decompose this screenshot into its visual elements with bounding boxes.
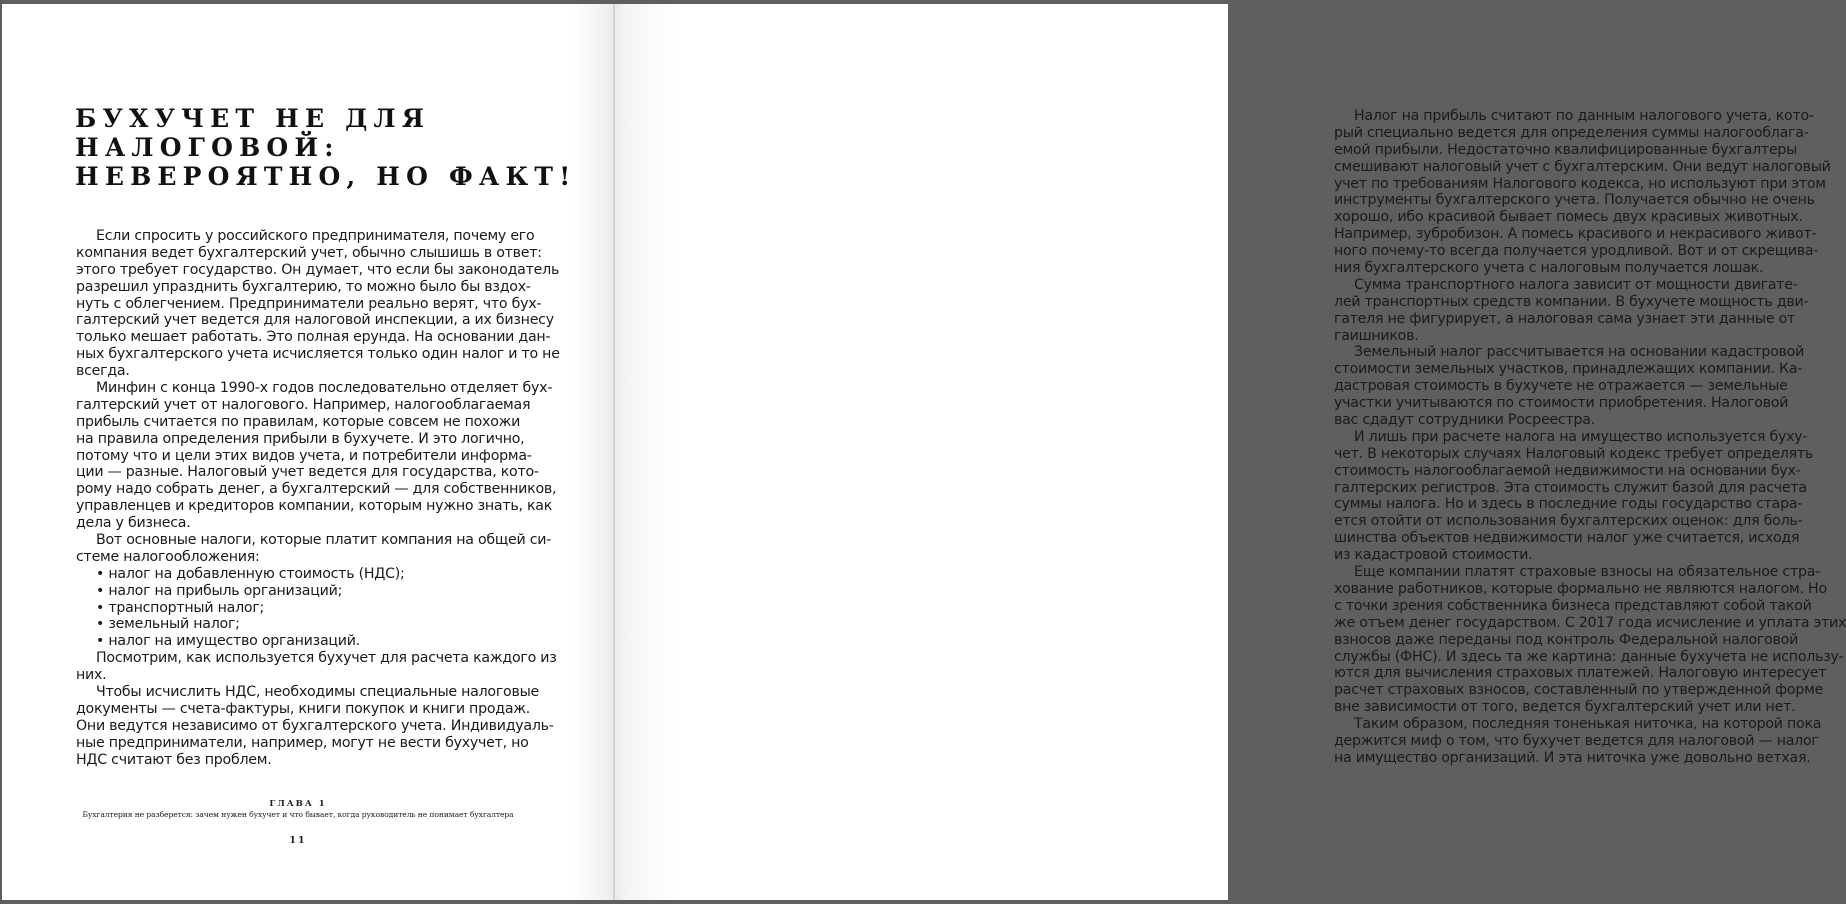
text-line: держится миф о том, что бухучет ведется для налоговой — налог <box>1334 732 1819 749</box>
text-line: стоимости земельных участков, принадлежащих компании. Ка- <box>1334 361 1803 378</box>
paragraph <box>1334 716 1822 767</box>
text-line: ния бухгалтерского учета с налоговым получается лошак. <box>1334 260 1764 277</box>
text-line: суммы налога. Но и здесь в последние годы государство стара- <box>1334 496 1803 513</box>
chapter-title-line: БУХУЧЕТ НЕ ДЛЯ <box>75 104 431 133</box>
text-line: емой прибыли. Недостаточно квалифицированные бухгалтеры <box>1334 141 1798 158</box>
text-line: расчет страховых взносов, составленный по утвержденной форме <box>1334 682 1824 699</box>
text-line: компания ведет бухгалтерский учет, обычно слышишь в ответ: <box>76 244 542 261</box>
text-line: смешивают налоговый учет с бухгалтерским. Они ведут налоговый <box>1334 158 1831 175</box>
chapter-title-line: НЕВЕРОЯТНО, НО ФАКТ! <box>75 162 577 191</box>
text-line: галтерский учет ведется для налоговой инспекции, а их бизнесу <box>76 312 554 329</box>
text-line: вас сдадут сотрудники Росреестра. <box>1334 412 1595 429</box>
text-line: дастровая стоимость в бухучете не отражается — земельные <box>1334 378 1788 395</box>
bullet-item: • транспортный налог; <box>96 599 265 616</box>
text-line: ется отойти от использования бухгалтерских оценок: для боль- <box>1334 513 1803 530</box>
text-line: Налог на прибыль считают по данным налогового учета, кото- <box>1354 108 1814 124</box>
text-line: этого требует государство. Он думает, что если бы законодатель <box>76 261 560 278</box>
text-line: чет. В некоторых случаях Налоговый кодекс требует определять <box>1334 445 1814 462</box>
text-line: дела у бизнеса. <box>76 515 191 532</box>
text-line: НДС считают без проблем. <box>76 751 272 768</box>
text-line: Например, зубробизон. А помесь красивого и некрасивого живот- <box>1334 226 1817 243</box>
right-page-body-text <box>1334 108 1846 767</box>
text-line: с точки зрения собственника бизнеса представляют собой такой <box>1334 597 1812 614</box>
paragraph <box>1334 276 1809 345</box>
text-line: гателя не фигурирует, а налоговая сама узнает эти данные от <box>1334 310 1796 327</box>
text-line: гаишников. <box>1334 327 1419 344</box>
right-page <box>614 4 1846 900</box>
text-line: учет по требованиям Налогового кодекса, но используют при этом <box>1334 175 1826 192</box>
left-page <box>2 4 614 900</box>
paragraph <box>1334 344 1805 429</box>
bullet-item: • налог на прибыль организаций; <box>96 582 343 599</box>
text-line: рый специально ведется для определения суммы налогооблага- <box>1334 124 1809 141</box>
text-line: рому надо собрать денег, а бухгалтерский — для собственников, <box>76 481 557 498</box>
text-line: инструменты бухгалтерского учета. Получается обычно не очень <box>1334 192 1815 209</box>
text-line: взносов даже переданы под контроль Федеральной налоговой <box>1334 631 1799 648</box>
text-line: на имущество организаций. И эта ниточка уже довольно ветхая. <box>1334 749 1811 766</box>
text-line: разрешил упразднить бухгалтерию, то можно было бы вздох- <box>76 278 531 295</box>
paragraph <box>76 532 552 566</box>
left-page-body-text <box>76 228 560 769</box>
bullet-item: • налог на имущество организаций. <box>96 633 360 650</box>
paragraph <box>76 380 557 532</box>
text-line: Вот основные налоги, которые платит компания на общей си- <box>96 532 552 549</box>
paragraph <box>1334 428 1814 564</box>
text-line: них. <box>76 667 107 684</box>
book-spread <box>2 4 1846 900</box>
text-line: Чтобы исчислить НДС, необходимы специальные налоговые <box>96 684 540 701</box>
text-line: службы (ФНС). И здесь та же картина: данные бухучета не использу- <box>1334 648 1844 665</box>
text-line: Минфин с конца 1990-х годов последовательно отделяет бух- <box>96 380 553 397</box>
text-line: на правила определения прибыли в бухучете. И это логично, <box>76 430 525 447</box>
chapter-title <box>75 104 576 191</box>
text-line: Они ведутся независимо от бухгалтерского учета. Индивидуаль- <box>76 717 554 734</box>
text-line: стеме налогообложения: <box>76 548 260 565</box>
text-line: потому что и цели этих видов учета, и потребители информа- <box>76 447 532 464</box>
text-line: шинства объектов недвижимости налог уже считается, исходя <box>1334 530 1800 547</box>
paragraph <box>76 650 557 684</box>
paragraph <box>76 228 560 380</box>
paragraph <box>76 684 554 768</box>
text-line: галтерский учет от налогового. Например, налогооблагаемая <box>76 396 531 413</box>
text-line: ные предприниматели, например, могут не вести бухучет, но <box>76 734 529 751</box>
text-line: Таким образом, последняя тоненькая ниточка, на которой пока <box>1354 716 1822 733</box>
text-line: Сумма транспортного налога зависит от мощности двигате- <box>1354 276 1798 293</box>
text-line: хование работников, которые формально не являются налогом. Но <box>1334 580 1827 597</box>
paragraph <box>1334 108 1831 277</box>
text-line: хорошо, ибо красивой бывает помесь двух красивых животных. <box>1334 209 1803 226</box>
paragraph <box>1334 564 1846 716</box>
bullet-item: • налог на добавленную стоимость (НДС); <box>96 565 405 582</box>
text-line: ного почему-то всегда получается уродливой. Вот и от скрещива- <box>1334 243 1819 260</box>
text-line: лей транспортных средств компании. В бухучете мощность дви- <box>1334 293 1809 310</box>
text-line: Если спросить у российского предпринимателя, почему его <box>96 228 535 244</box>
text-line: же отъем денег государством. С 2017 года исчисление и уплата этих <box>1334 614 1846 631</box>
text-line: из кадастровой стоимости. <box>1334 547 1533 564</box>
text-line: только мешает работать. Это полная ерунда. На основании дан- <box>76 329 551 346</box>
text-line: нуть с облегчением. Предприниматели реально верят, что бух- <box>76 295 542 312</box>
bullet-list <box>76 566 512 650</box>
text-line: Земельный налог рассчитывается на основании кадастровой <box>1354 344 1805 361</box>
book-spine-gutter <box>613 4 615 900</box>
running-footer-subtitle: Бухгалтерия не разберется: зачем нужен бухучет и что бывает, когда руководитель не понимает бухгалтера <box>82 810 514 819</box>
text-line: прибыль считается по правилам, которые совсем не похожи <box>76 413 521 430</box>
text-line: И лишь при расчете налога на имущество используется буху- <box>1354 428 1808 445</box>
text-line: всегда. <box>76 363 130 380</box>
chapter-title-line: НАЛОГОВОЙ: <box>75 133 340 162</box>
text-line: ных бухгалтерского учета исчисляется только один налог и то не <box>76 346 560 363</box>
text-line: управленцев и кредиторов компании, которым нужно знать, как <box>76 498 553 515</box>
text-line: Посмотрим, как используется бухучет для расчета каждого из <box>96 650 557 667</box>
text-line: участки учитываются по стоимости приобретения. Налоговой <box>1334 395 1789 412</box>
text-line: документы — счета-фактуры, книги покупок и книги продаж. <box>76 700 531 717</box>
text-line: ции — разные. Налоговый учет ведется для государства, кото- <box>76 464 539 481</box>
bullet-item: • земельный налог; <box>96 616 240 633</box>
running-footer-chapter: ГЛАВА 1 <box>269 799 327 809</box>
text-line: Еще компании платят страховые взносы на обязательное стра- <box>1354 564 1821 581</box>
text-line: ются для вычисления страховых платежей. Налоговую интересует <box>1334 665 1827 682</box>
text-line: стоимость налогооблагаемой недвижимости на основании бух- <box>1334 462 1801 479</box>
text-line: вне зависимости от того, ведется бухгалтерский учет или нет. <box>1334 699 1796 716</box>
text-line: галтерских регистров. Эта стоимость служит базой для расчета <box>1334 479 1807 496</box>
page-number: 11 <box>289 835 307 846</box>
